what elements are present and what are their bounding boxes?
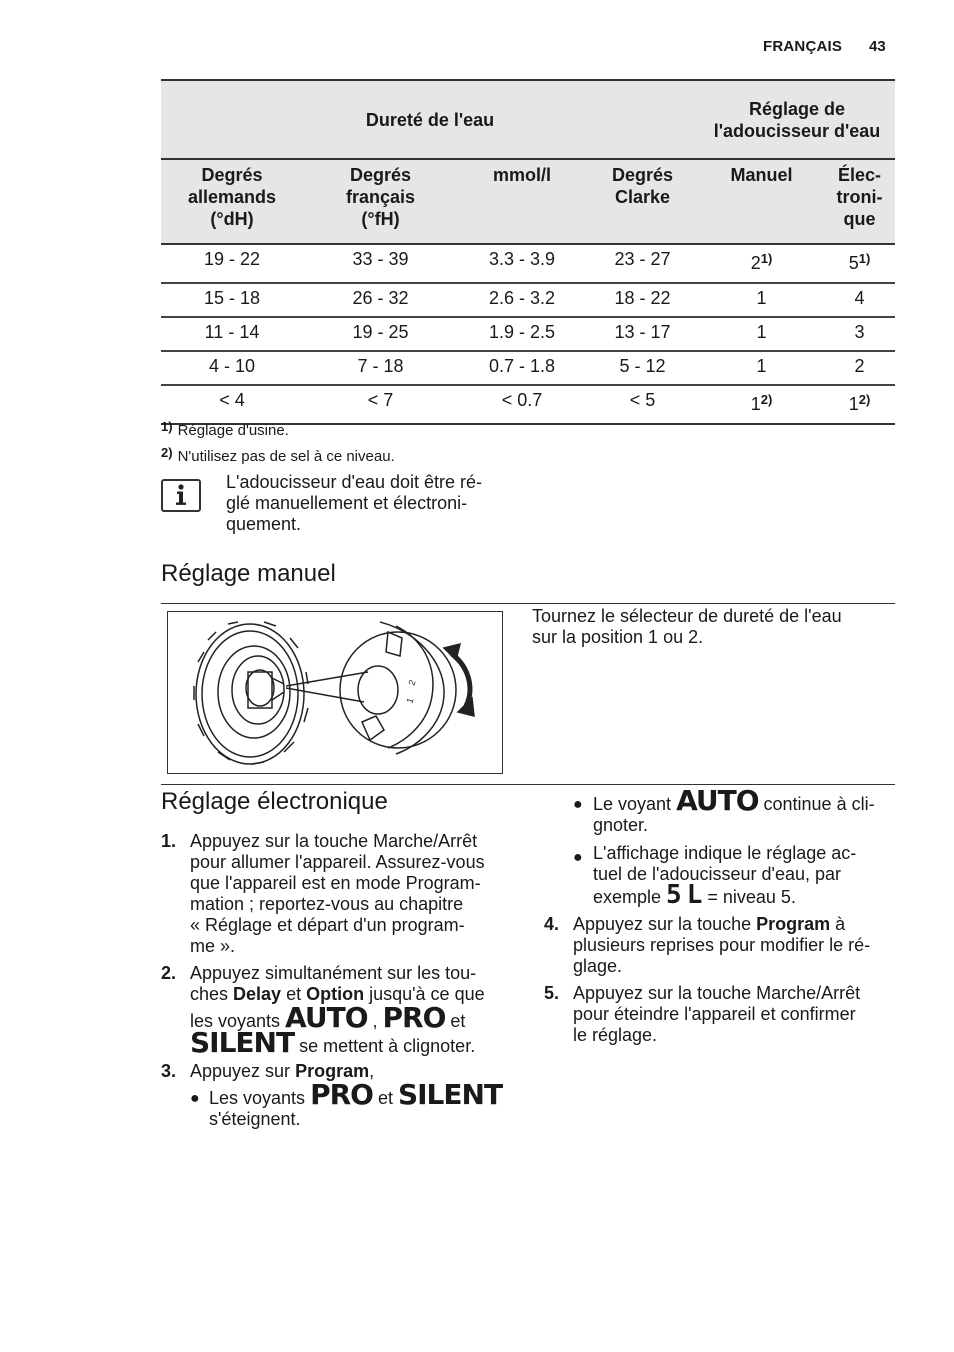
cell-mmol: 2.6 - 3.2 <box>488 288 556 308</box>
dial-detail <box>340 622 456 754</box>
cell-fh: 7 - 18 <box>357 356 404 376</box>
footnote-ref: 1) <box>760 251 773 266</box>
bullet-icon: ● <box>190 1090 200 1107</box>
footnote-1: 1) Réglage d'usine. <box>161 419 289 439</box>
col-header-electronic: Élec- troni- que <box>824 159 895 244</box>
cell-manual: 2$^{1)}$ <box>750 251 773 273</box>
header-softener-setting: Réglage de l'adoucisseur d'eau <box>699 80 895 159</box>
rotate-arrow-icon <box>444 644 474 716</box>
dial-illustration <box>167 611 503 774</box>
option-button-label: Option <box>306 984 365 1004</box>
header-language: FRANÇAIS <box>763 38 843 55</box>
cell-clarke: 23 - 27 <box>614 249 671 269</box>
page-number: 43 <box>869 38 886 55</box>
cell-fh: 19 - 25 <box>352 322 409 342</box>
section-title-electronic: Réglage électronique <box>161 788 388 815</box>
cell-dh: 15 - 18 <box>203 288 261 308</box>
table-row <box>161 283 895 317</box>
hardness-dial-assembly <box>194 622 308 764</box>
col-header-clarke: Degrés Clarke <box>586 159 699 244</box>
table-row <box>161 244 895 283</box>
cell-manual: 1 <box>756 356 767 376</box>
cell-clarke: < 5 <box>629 390 656 410</box>
step-1: Appuyez sur la touche Marche/Arrêt pour allumer l'appareil. Assurez-vous que l'appareil est en mode Program- mation ; reportez-vous au chapitre « Réglage et départ d'un program- me ». <box>190 831 485 956</box>
step-number: 3. <box>161 1061 177 1081</box>
bullet-auto-blinks: Le voyant AUTO continue à cli- gnoter. <box>593 784 875 835</box>
pro-indicator-icon: PRO <box>382 1001 446 1034</box>
cell-manual: 1$^{2)}$ <box>750 392 773 414</box>
table-row <box>161 351 895 385</box>
cell-clarke: 5 - 12 <box>619 356 666 376</box>
cell-mmol: 1.9 - 2.5 <box>488 322 556 342</box>
manual-instruction: Tournez le sélecteur de dureté de l'eau sur la position 1 ou 2. <box>532 606 842 647</box>
cell-mmol: 0.7 - 1.8 <box>488 356 556 376</box>
cell-electronic: 1$^{2)}$ <box>848 392 871 414</box>
col-header-french: Degrés français (°fH) <box>303 159 458 244</box>
step-5: Appuyez sur la touche Marche/Arrêt pour éteindre l'appareil et confirmer le réglage. <box>573 983 861 1045</box>
section-title-manual: Réglage manuel <box>161 560 336 587</box>
cell-manual: 1 <box>756 322 767 342</box>
col-header-mmol: mmol/l <box>458 159 586 244</box>
cell-dh: 4 - 10 <box>208 356 256 376</box>
cell-electronic: 2 <box>854 356 865 376</box>
step-number: 4. <box>544 914 560 934</box>
step-number: 1. <box>161 831 177 851</box>
program-button-label: Program <box>756 914 831 934</box>
cell-dh: 19 - 22 <box>203 249 261 269</box>
step-number: 5. <box>544 983 560 1003</box>
delay-button-label: Delay <box>233 984 282 1004</box>
footnote-ref: 1) <box>858 251 871 266</box>
cell-electronic: 4 <box>854 288 865 308</box>
cell-electronic: 3 <box>854 322 865 342</box>
col-header-manual: Manuel <box>699 159 824 244</box>
cell-fh: < 7 <box>367 390 394 410</box>
cell-mmol: < 0.7 <box>501 390 543 410</box>
step-3-sub: Les voyants PRO et SILENT s'éteignent. <box>209 1078 503 1129</box>
bullet-icon: ● <box>573 849 583 866</box>
cell-manual: 1 <box>756 288 767 308</box>
col-header-german: Degrés allemands (°dH) <box>161 159 303 244</box>
silent-indicator-icon: SILENT <box>190 1026 295 1059</box>
auto-indicator-icon: AUTO <box>285 1001 368 1034</box>
step-number: 2. <box>161 963 177 983</box>
pro-indicator-icon: PRO <box>310 1078 373 1111</box>
cell-dh: 11 - 14 <box>204 322 260 342</box>
display-letter-icon: L <box>686 880 703 910</box>
footnote-ref: 2) <box>760 392 773 407</box>
auto-indicator-icon: AUTO <box>676 784 759 817</box>
info-icon <box>161 479 201 512</box>
cell-mmol: 3.3 - 3.9 <box>488 249 556 269</box>
program-button-label: Program <box>295 1061 370 1081</box>
step-3: Appuyez sur Program, <box>190 1061 375 1081</box>
table-row <box>161 317 895 351</box>
divider <box>161 784 895 785</box>
display-digit-icon: 5 <box>666 880 682 910</box>
cell-clarke: 13 - 17 <box>614 322 671 342</box>
info-note: L'adoucisseur d'eau doit être ré- glé manuellement et électroni- quement. <box>226 472 483 534</box>
cell-dh: < 4 <box>219 390 245 410</box>
cell-electronic: 5$^{1)}$ <box>848 251 871 273</box>
header-water-hardness: Dureté de l'eau <box>161 80 699 159</box>
water-hardness-table <box>161 79 895 425</box>
footnote-2: 2) N'utilisez pas de sel à ce niveau. <box>161 445 395 465</box>
step-4: Appuyez sur la touche Program à plusieurs reprises pour modifier le ré- glage. <box>573 914 871 976</box>
footnote-ref: 2) <box>858 392 871 407</box>
dial-position-1: 1 <box>404 696 416 705</box>
bullet-icon: ● <box>573 796 583 813</box>
column-headers <box>161 159 895 244</box>
dial-position-2: 2 <box>406 678 418 687</box>
silent-indicator-icon: SILENT <box>397 1078 503 1111</box>
step-2: Appuyez simultanément sur les tou- ches Delay et Option jusqu'à ce que les voyants AUTO , PRO et SILENT se mettent à clignoter. <box>190 963 485 1059</box>
cell-clarke: 18 - 22 <box>614 288 671 308</box>
cell-fh: 26 - 32 <box>352 288 409 308</box>
bullet-display: L'affichage indique le réglage ac- tuel de l'adoucisseur d'eau, par exemple 5 L = niveau 5. <box>593 843 857 910</box>
cell-fh: 33 - 39 <box>352 249 409 269</box>
divider <box>161 603 895 604</box>
